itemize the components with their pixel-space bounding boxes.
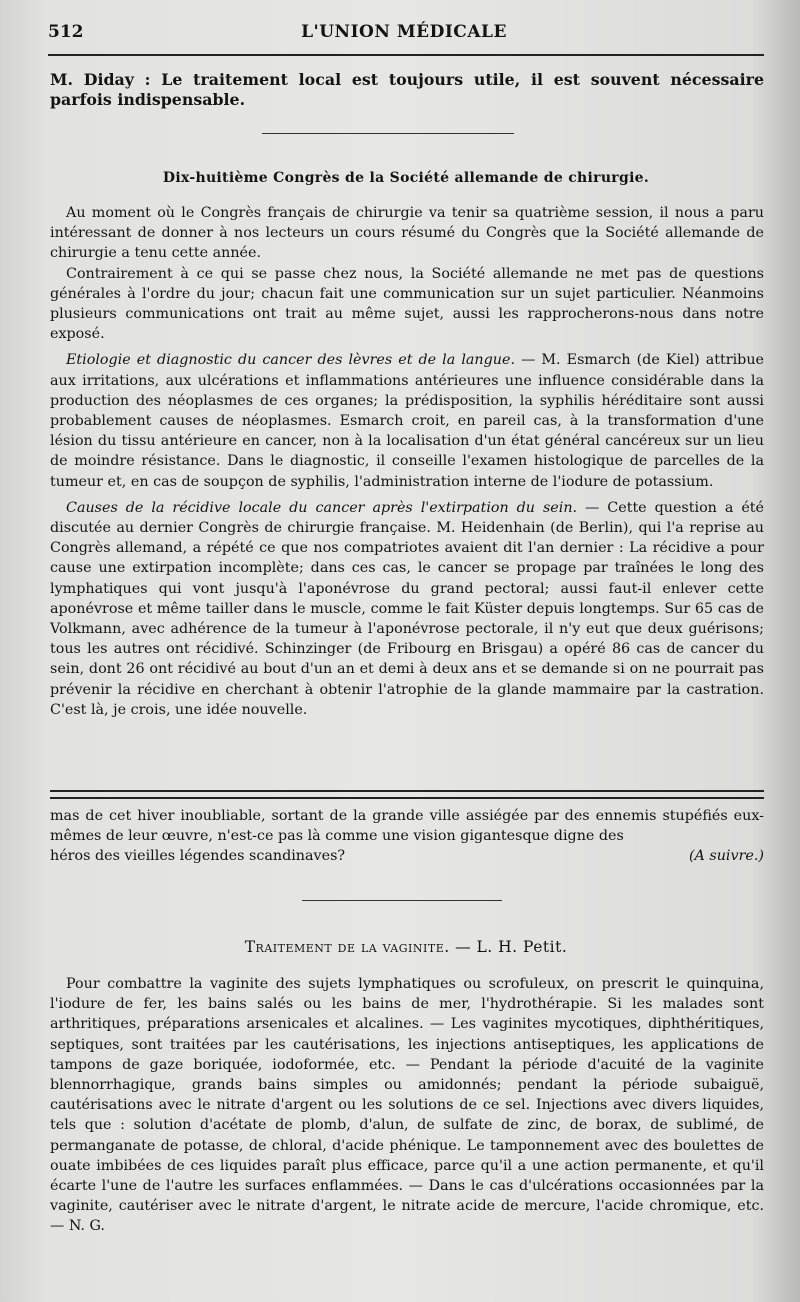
vaginite-title <box>48 938 764 956</box>
congress-article <box>50 203 764 720</box>
header-rule <box>48 54 764 56</box>
feuilleton-text: mas de cet hiver inoubliable, sortant de la grande ville assiégée par des ennemis stupéfiés eux-mêmes de leur œuvre, n'est-ce pas là comme une vision gigantesque digne des <box>50 808 764 845</box>
feuilleton-closing: héros des vieilles légendes scandinaves? <box>50 848 346 865</box>
feuilleton-suite: (A suivre.) <box>688 848 764 865</box>
etiologie-paragraph <box>50 350 764 491</box>
vaginite-title-author: — L. H. Petit. <box>449 938 568 956</box>
feuilleton-last-line <box>50 846 764 866</box>
congress-title: Dix-huitième Congrès de la Société allemande de chirurgie. <box>162 170 650 186</box>
congress-intro-paragraph: Au moment où le Congrès français de chirurgie va tenir sa quatrième session, il nous a paru intéressant de donner à nos lecteurs un cours résumé du Congrès que la Société allemande de chirurgie a tenu cette année. <box>50 205 764 262</box>
causes-paragraph <box>50 498 764 720</box>
section-divider <box>262 133 514 134</box>
etiologie-text: — M. Esmarch (de Kiel) attribue aux irritations, aux ulcérations et inflammations antérieures une influence considérable dans la production des néoplasmes de ces organes; la prédisposition, la syphilis héréditaire sont aussi probablement causes de néoplasmes. Esmarch croit, en pareil cas, à la transformation d'une lésion du tissu antérieure en cancer, non à la localisation d'un état général cancéreux sur un lieu de moindre résistance. Dans le diagnostic, il conseille l'examen histologique de parcelles de la tumeur et, en cas de soupçon de syphilis, l'administration interne de l'iodure de potassium. <box>50 352 765 490</box>
page-header <box>48 22 760 48</box>
conclusion-text: M. Diday : Le traitement local est toujours utile, il est souvent nécessaire parfois indispensable. <box>50 70 764 109</box>
vaginite-divider <box>302 900 502 901</box>
etiologie-lead: Etiologie et diagnostic du cancer des lèvres et de la langue. <box>66 352 516 369</box>
page-number: 512 <box>48 22 84 42</box>
feuilleton-divider <box>50 790 764 799</box>
vaginite-paragraph: Pour combattre la vaginite des sujets lymphatiques ou scrofuleux, on prescrit le quinquina, l'iodure de fer, les bains salés ou les bains de mer, l'hydrothérapie. Si les malades sont arthritiques, préparations arsenicales et alcalines. — Les vaginites mycotiques, diphthéritiques, septiques, sont traitées par les cautérisations, les injections antiseptiques, les applications de tampons de gaze boriquée, iodoformée, etc. — Pendant la période d'acuité de la vaginite blennorrhagique, grands bains simples ou amidonnés; pendant la période subaiguë, cautérisations avec le nitrate d'argent ou les solutions de ce sel. Injections avec divers liquides, tels que : solution d'acétate de plomb, d'alun, de sulfate de zinc, de borax, de sublimé, de permanganate de potasse, de chloral, d'acide phénique. Le tamponnement avec des boulettes de ouate imbibées de ces liquides paraît plus efficace, parce qu'il a une action permanente, et qu'il écarte l'une de l'autre les surfaces enflammées. — Dans le cas d'ulcérations occasionnées par la vaginite, cautériser avec le nitrate d'argent, le nitrate acide de mercure, l'acide chromique, etc. — N. G. <box>50 976 764 1235</box>
journal-title: L'UNION MÉDICALE <box>301 22 507 42</box>
vaginite-title-prefix: Traitement de la vaginite. <box>244 938 450 956</box>
congress-method-paragraph: Contrairement à ce qui se passe chez nous, la Société allemande ne met pas de questions générales à l'ordre du jour; chacun fait une communication sur un sujet particulier. Néanmoins plusieurs communications ont trait au même sujet, aussi les rapprocherons-nous dans notre exposé. <box>50 265 764 343</box>
causes-text: — Cette question a été discutée au dernier Congrès de chirurgie française. M. Heidenhain (de Berlin), qui l'a reprise au Congrès allemand, a répété ce que nos compatriotes avaient dit l'an dernier : La récidive a pour cause une extirpation incomplète; dans ces cas, le cancer se propage par traînées le long des lymphatiques qui vont jusqu'à l'aponévrose du grand pectoral; aussi faut-il enlever cette aponévrose et même tailler dans le muscle, comme le fait Küster depuis longtemps. Sur 65 cas de Volkmann, avec adhérence de la tumeur à l'aponévrose pectorale, il n'y eut que deux guérisons; tous les autres ont récidivé. Schinzinger (de Fribourg en Brisgau) a opéré 86 cas de cancer du sein, dont 26 ont récidivé au bout d'un an et demi à deux ans et se demande si on ne pourrait pas prévenir la récidive en cherchant à obtenir l'atrophie de la glande mammaire par la castration. C'est là, je crois, une idée nouvelle. <box>50 499 764 718</box>
vaginite-article <box>50 974 764 1237</box>
feuilleton-block <box>50 806 764 867</box>
causes-lead: Causes de la récidive locale du cancer après l'extirpation du sein. <box>66 499 578 516</box>
conclusion-block <box>50 70 764 110</box>
